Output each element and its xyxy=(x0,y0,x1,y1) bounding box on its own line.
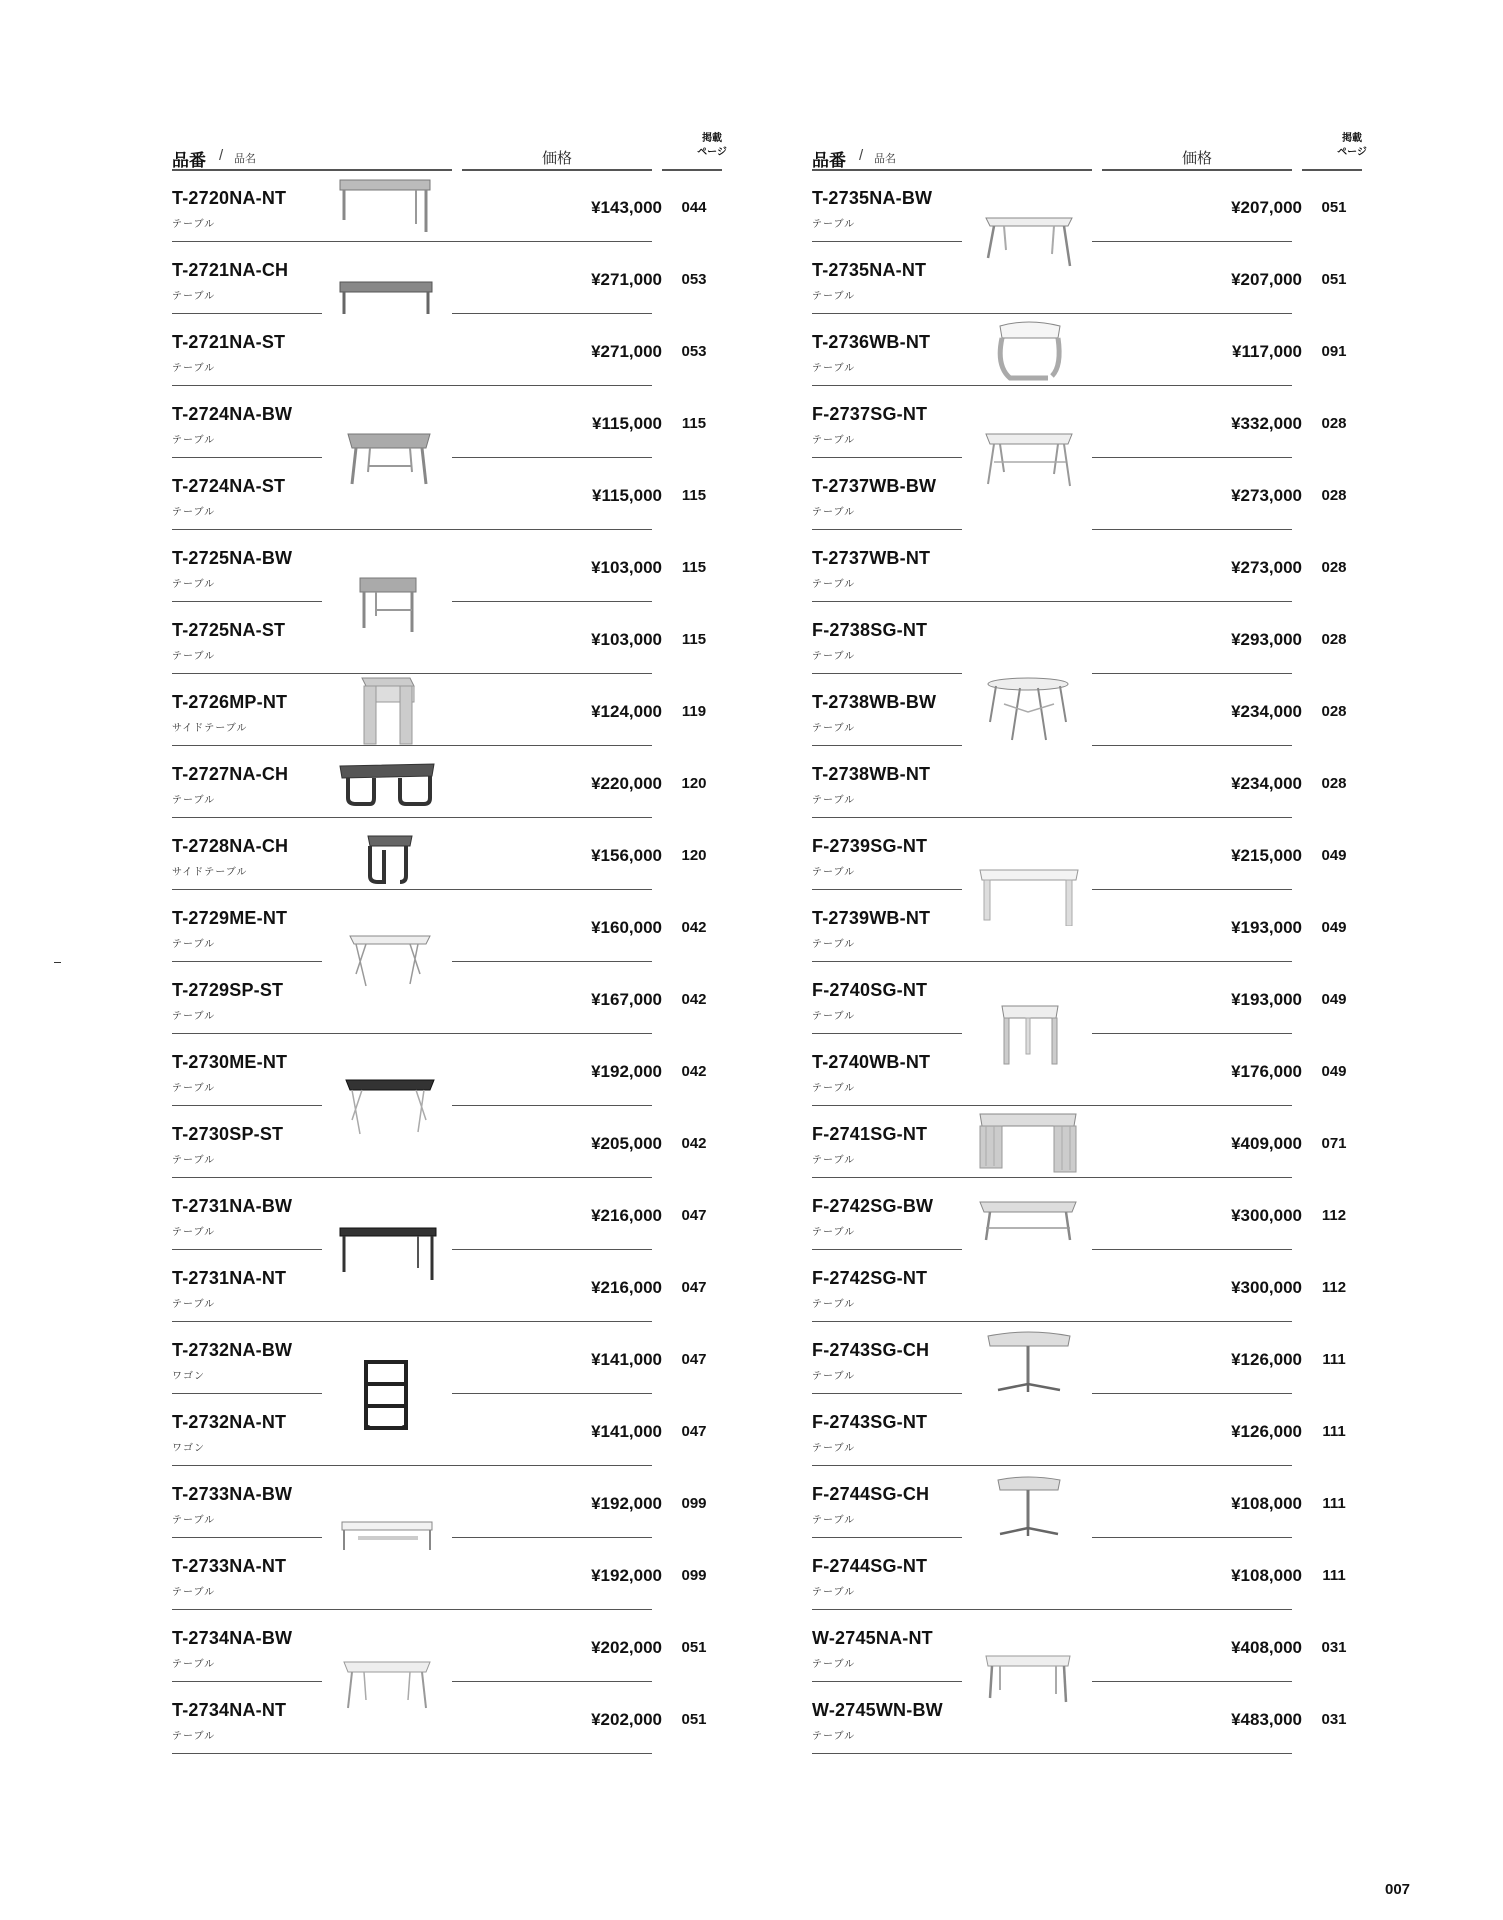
table-row xyxy=(172,170,732,242)
item-price: ¥192,000 xyxy=(591,1494,662,1513)
item-code: T-2738WB-BW xyxy=(812,692,937,712)
item-name: テーブル xyxy=(812,1371,856,1382)
item-page: 120 xyxy=(681,847,707,864)
table-row xyxy=(172,818,732,890)
item-code: F-2739SG-NT xyxy=(812,836,928,856)
table-row xyxy=(172,1610,732,1682)
item-price: ¥141,000 xyxy=(591,1422,662,1441)
item-code: T-2739WB-NT xyxy=(812,908,931,928)
item-price: ¥167,000 xyxy=(591,990,662,1009)
item-name: テーブル xyxy=(812,1659,856,1670)
item-page: 112 xyxy=(1321,1207,1347,1224)
item-code: W-2745NA-NT xyxy=(812,1628,933,1648)
product-illustration xyxy=(330,746,440,818)
item-price: ¥273,000 xyxy=(1231,558,1302,577)
header-page xyxy=(692,132,732,160)
product-illustration xyxy=(330,566,440,638)
item-name: テーブル xyxy=(172,939,216,950)
item-price: ¥160,000 xyxy=(591,918,662,937)
item-page: 111 xyxy=(1322,1423,1346,1440)
product-illustration xyxy=(970,1106,1080,1178)
item-name: テーブル xyxy=(172,1659,216,1670)
product-illustration xyxy=(330,1502,440,1574)
product-illustration xyxy=(970,674,1080,746)
table-row xyxy=(812,458,1372,530)
table-row xyxy=(812,242,1372,314)
header-page-line2: ページ xyxy=(697,147,727,158)
table-row xyxy=(172,674,732,746)
item-page: 028 xyxy=(1321,631,1347,648)
table-row xyxy=(812,530,1372,602)
item-page: 047 xyxy=(681,1279,707,1296)
table-row xyxy=(172,1466,732,1538)
item-price: ¥143,000 xyxy=(591,198,662,217)
item-page: 049 xyxy=(1321,919,1347,936)
item-page: 119 xyxy=(681,703,707,720)
item-code: F-2743SG-NT xyxy=(812,1412,928,1432)
item-page: 051 xyxy=(681,1711,707,1728)
item-page: 042 xyxy=(681,1063,707,1080)
item-price: ¥234,000 xyxy=(1231,702,1302,721)
product-illustration xyxy=(970,1178,1080,1250)
product-illustration xyxy=(970,1322,1080,1394)
table-row xyxy=(812,1106,1372,1178)
table-row xyxy=(812,962,1372,1034)
item-price: ¥216,000 xyxy=(591,1278,662,1297)
product-illustration xyxy=(330,674,440,746)
item-price: ¥156,000 xyxy=(591,846,662,865)
item-code: T-2735NA-NT xyxy=(812,260,927,280)
item-code: T-2736WB-NT xyxy=(812,332,931,352)
header-item-name: 品名 xyxy=(234,153,256,165)
item-name: テーブル xyxy=(812,219,856,230)
item-code: T-2730ME-NT xyxy=(172,1052,288,1072)
item-code: T-2726MP-NT xyxy=(172,692,288,712)
item-price: ¥205,000 xyxy=(591,1134,662,1153)
table-row xyxy=(172,1394,732,1466)
item-price: ¥103,000 xyxy=(591,630,662,649)
item-price: ¥124,000 xyxy=(591,702,662,721)
header-item-name: 品名 xyxy=(874,153,896,165)
item-price: ¥193,000 xyxy=(1231,990,1302,1009)
product-illustration xyxy=(330,1358,440,1430)
item-price: ¥108,000 xyxy=(1231,1566,1302,1585)
table-row xyxy=(172,602,732,674)
table-row xyxy=(172,1034,732,1106)
item-price: ¥408,000 xyxy=(1231,1638,1302,1657)
item-name: テーブル xyxy=(172,435,216,446)
item-code: T-2734NA-BW xyxy=(172,1628,293,1648)
item-price: ¥300,000 xyxy=(1231,1278,1302,1297)
product-illustration xyxy=(330,926,440,998)
item-page: 115 xyxy=(681,631,707,648)
item-name: テーブル xyxy=(812,723,856,734)
item-page: 049 xyxy=(1321,847,1347,864)
item-name: テーブル xyxy=(172,219,216,230)
header-item-number: 品番 xyxy=(812,151,846,170)
row-divider xyxy=(812,1753,1292,1754)
product-illustration xyxy=(330,170,440,242)
item-page: 053 xyxy=(681,271,707,288)
item-page: 051 xyxy=(681,1639,707,1656)
item-code: T-2728NA-CH xyxy=(172,836,289,856)
item-page: 028 xyxy=(1321,415,1347,432)
item-page: 111 xyxy=(1322,1495,1346,1512)
item-code: T-2724NA-BW xyxy=(172,404,293,424)
item-code: F-2738SG-NT xyxy=(812,620,928,640)
item-price: ¥176,000 xyxy=(1231,1062,1302,1081)
table-row xyxy=(812,890,1372,962)
item-page: 042 xyxy=(681,1135,707,1152)
item-name: テーブル xyxy=(812,1587,856,1598)
table-row xyxy=(172,962,732,1034)
product-illustration xyxy=(970,422,1080,494)
item-name: サイドテーブル xyxy=(172,867,248,878)
item-name: テーブル xyxy=(172,651,216,662)
table-row xyxy=(812,1466,1372,1538)
item-page: 049 xyxy=(1321,991,1347,1008)
item-price: ¥117,000 xyxy=(1232,342,1302,361)
item-code: F-2742SG-BW xyxy=(812,1196,934,1216)
header-price: 価格 xyxy=(542,150,573,167)
table-row xyxy=(812,1682,1372,1754)
product-illustration xyxy=(330,422,440,494)
item-name: ワゴン xyxy=(172,1443,205,1454)
item-name: テーブル xyxy=(812,1083,856,1094)
table-row xyxy=(172,1538,732,1610)
item-page: 115 xyxy=(681,559,707,576)
item-price: ¥108,000 xyxy=(1231,1494,1302,1513)
product-illustration xyxy=(970,206,1080,278)
item-code: T-2737WB-BW xyxy=(812,476,937,496)
table-row xyxy=(812,1394,1372,1466)
item-code: T-2724NA-ST xyxy=(172,476,286,496)
item-code: T-2720NA-NT xyxy=(172,188,287,208)
item-name: テーブル xyxy=(812,1299,856,1310)
table-row xyxy=(172,242,732,314)
item-code: F-2743SG-CH xyxy=(812,1340,930,1360)
item-price: ¥126,000 xyxy=(1231,1422,1302,1441)
header-slash: / xyxy=(219,147,224,164)
product-illustration xyxy=(330,818,440,890)
item-price: ¥193,000 xyxy=(1231,918,1302,937)
right-table-header xyxy=(812,130,1372,170)
item-name: テーブル xyxy=(812,435,856,446)
item-page: 111 xyxy=(1322,1567,1346,1584)
item-page: 111 xyxy=(1322,1351,1346,1368)
row-divider xyxy=(172,1753,652,1754)
item-code: W-2745WN-BW xyxy=(812,1700,943,1720)
item-price: ¥207,000 xyxy=(1231,270,1302,289)
table-row xyxy=(812,314,1372,386)
item-code: T-2730SP-ST xyxy=(172,1124,284,1144)
table-row xyxy=(172,1322,732,1394)
table-row xyxy=(812,1322,1372,1394)
item-code: T-2721NA-CH xyxy=(172,260,289,280)
item-page: 042 xyxy=(681,991,707,1008)
header-page-line1: 掲載 xyxy=(702,133,722,144)
item-name: テーブル xyxy=(812,1443,856,1454)
table-row xyxy=(172,1682,732,1754)
item-code: T-2725NA-ST xyxy=(172,620,286,640)
item-page: 044 xyxy=(681,199,707,216)
item-price: ¥271,000 xyxy=(591,342,662,361)
item-name: テーブル xyxy=(812,579,856,590)
product-illustration xyxy=(330,1214,440,1286)
table-row xyxy=(172,530,732,602)
item-code: T-2732NA-NT xyxy=(172,1412,287,1432)
item-price: ¥126,000 xyxy=(1231,1350,1302,1369)
item-page: 028 xyxy=(1321,487,1347,504)
item-code: T-2727NA-CH xyxy=(172,764,289,784)
item-price: ¥216,000 xyxy=(591,1206,662,1225)
table-row xyxy=(812,1538,1372,1610)
item-name: テーブル xyxy=(172,795,216,806)
item-name: テーブル xyxy=(812,1155,856,1166)
product-illustration xyxy=(330,1646,440,1718)
item-name: テーブル xyxy=(172,291,216,302)
table-row xyxy=(812,746,1372,818)
product-illustration xyxy=(330,1070,440,1142)
table-row xyxy=(812,1610,1372,1682)
item-page: 091 xyxy=(1321,343,1347,360)
item-code: T-2733NA-NT xyxy=(172,1556,287,1576)
item-code: T-2725NA-BW xyxy=(172,548,293,568)
item-name: テーブル xyxy=(812,1515,856,1526)
item-name: テーブル xyxy=(812,1011,856,1022)
table-row xyxy=(172,386,732,458)
item-code: T-2731NA-NT xyxy=(172,1268,287,1288)
item-name: サイドテーブル xyxy=(172,723,248,734)
item-price: ¥234,000 xyxy=(1231,774,1302,793)
item-code: F-2744SG-NT xyxy=(812,1556,928,1576)
item-page: 053 xyxy=(681,343,707,360)
item-price: ¥115,000 xyxy=(592,414,662,433)
table-row xyxy=(812,386,1372,458)
item-name: テーブル xyxy=(172,1011,216,1022)
item-page: 028 xyxy=(1321,559,1347,576)
item-code: F-2744SG-CH xyxy=(812,1484,930,1504)
item-price: ¥483,000 xyxy=(1231,1710,1302,1729)
item-page: 051 xyxy=(1321,271,1347,288)
item-page: 112 xyxy=(1321,1279,1347,1296)
table-row xyxy=(172,1106,732,1178)
item-code: T-2738WB-NT xyxy=(812,764,931,784)
item-page: 031 xyxy=(1321,1711,1347,1728)
item-price: ¥273,000 xyxy=(1231,486,1302,505)
item-code: T-2733NA-BW xyxy=(172,1484,293,1504)
item-price: ¥332,000 xyxy=(1231,414,1302,433)
item-page: 047 xyxy=(681,1207,707,1224)
table-row xyxy=(812,602,1372,674)
item-name: テーブル xyxy=(172,507,216,518)
header-slash: / xyxy=(859,147,864,164)
item-price: ¥271,000 xyxy=(591,270,662,289)
item-page: 099 xyxy=(681,1567,707,1584)
item-code: F-2741SG-NT xyxy=(812,1124,928,1144)
item-page: 047 xyxy=(681,1351,707,1368)
item-name: テーブル xyxy=(812,507,856,518)
item-page: 028 xyxy=(1321,775,1347,792)
item-name: テーブル xyxy=(812,795,856,806)
item-name: テーブル xyxy=(172,579,216,590)
item-code: T-2721NA-ST xyxy=(172,332,286,352)
item-page: 031 xyxy=(1321,1639,1347,1656)
table-row xyxy=(812,674,1372,746)
item-price: ¥141,000 xyxy=(591,1350,662,1369)
item-page: 115 xyxy=(681,415,707,432)
item-code: T-2729SP-ST xyxy=(172,980,284,1000)
item-page: 047 xyxy=(681,1423,707,1440)
item-page: 071 xyxy=(1321,1135,1347,1152)
item-page: 115 xyxy=(681,487,707,504)
header-page-line1: 掲載 xyxy=(1342,133,1362,144)
table-row xyxy=(172,314,732,386)
page-number: 007 xyxy=(1385,1881,1411,1898)
table-row xyxy=(812,170,1372,242)
item-name: テーブル xyxy=(172,1155,216,1166)
item-name: テーブル xyxy=(812,867,856,878)
product-illustration xyxy=(970,1646,1080,1718)
product-illustration xyxy=(330,242,440,314)
left-table-header xyxy=(172,130,732,170)
item-price: ¥220,000 xyxy=(591,774,662,793)
item-price: ¥192,000 xyxy=(591,1062,662,1081)
header-page xyxy=(1332,132,1372,160)
item-name: テーブル xyxy=(812,1731,856,1742)
table-row xyxy=(812,1034,1372,1106)
table-row xyxy=(172,890,732,962)
item-code: F-2740SG-NT xyxy=(812,980,928,1000)
table-row xyxy=(812,818,1372,890)
product-illustration xyxy=(970,854,1080,926)
item-name: テーブル xyxy=(172,1731,216,1742)
item-price: ¥202,000 xyxy=(591,1638,662,1657)
item-name: テーブル xyxy=(812,363,856,374)
item-page: 051 xyxy=(1321,199,1347,216)
header-item-number: 品番 xyxy=(172,151,206,170)
side-mark xyxy=(54,962,61,963)
item-page: 049 xyxy=(1321,1063,1347,1080)
item-code: T-2737WB-NT xyxy=(812,548,931,568)
item-name: テーブル xyxy=(172,1299,216,1310)
table-row xyxy=(812,1250,1372,1322)
item-code: T-2735NA-BW xyxy=(812,188,933,208)
item-price: ¥293,000 xyxy=(1231,630,1302,649)
item-price: ¥202,000 xyxy=(591,1710,662,1729)
product-illustration xyxy=(970,998,1080,1070)
product-illustration xyxy=(970,314,1080,386)
item-price: ¥207,000 xyxy=(1231,198,1302,217)
item-page: 120 xyxy=(681,775,707,792)
item-price: ¥103,000 xyxy=(591,558,662,577)
item-code: F-2742SG-NT xyxy=(812,1268,928,1288)
item-code: T-2729ME-NT xyxy=(172,908,288,928)
item-name: テーブル xyxy=(812,651,856,662)
item-name: テーブル xyxy=(172,1083,216,1094)
item-name: テーブル xyxy=(172,363,216,374)
item-name: テーブル xyxy=(172,1227,216,1238)
table-row xyxy=(172,458,732,530)
item-name: ワゴン xyxy=(172,1371,205,1382)
item-name: テーブル xyxy=(172,1587,216,1598)
table-row xyxy=(172,1250,732,1322)
table-row xyxy=(812,1178,1372,1250)
item-price: ¥192,000 xyxy=(591,1566,662,1585)
item-page: 042 xyxy=(681,919,707,936)
item-page: 099 xyxy=(681,1495,707,1512)
header-price: 価格 xyxy=(1182,150,1213,167)
item-price: ¥409,000 xyxy=(1231,1134,1302,1153)
product-illustration xyxy=(970,1466,1080,1538)
item-page: 028 xyxy=(1321,703,1347,720)
item-price: ¥115,000 xyxy=(592,486,662,505)
item-code: T-2734NA-NT xyxy=(172,1700,287,1720)
table-row xyxy=(172,746,732,818)
item-price: ¥300,000 xyxy=(1231,1206,1302,1225)
item-price: ¥215,000 xyxy=(1231,846,1302,865)
item-name: テーブル xyxy=(812,1227,856,1238)
item-name: テーブル xyxy=(172,1515,216,1526)
table-row xyxy=(172,1178,732,1250)
item-code: F-2737SG-NT xyxy=(812,404,928,424)
item-code: T-2740WB-NT xyxy=(812,1052,931,1072)
item-name: テーブル xyxy=(812,291,856,302)
item-code: T-2731NA-BW xyxy=(172,1196,293,1216)
item-code: T-2732NA-BW xyxy=(172,1340,293,1360)
header-page-line2: ページ xyxy=(1337,147,1367,158)
item-name: テーブル xyxy=(812,939,856,950)
